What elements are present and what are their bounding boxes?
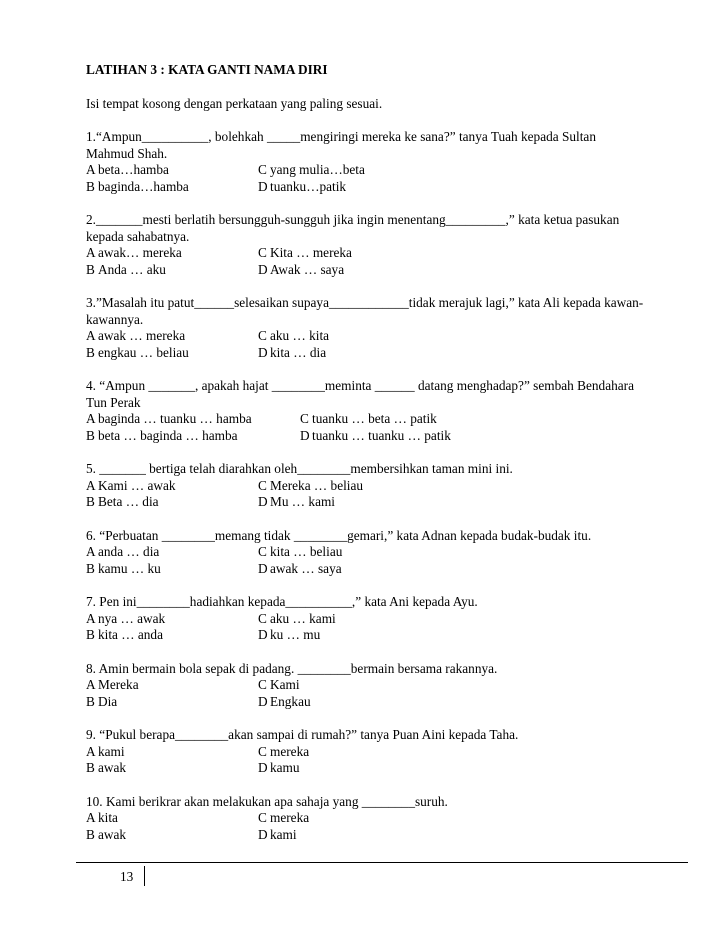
option-letter: B <box>86 760 95 775</box>
answer-option <box>258 328 329 345</box>
question-text-line: 8. Amin bermain bola sepak di padang. ________bermain bersama rakannya. <box>86 660 498 676</box>
option-letter: D <box>258 261 268 277</box>
answer-option <box>86 611 258 628</box>
question-text-line: 3.”Masalah itu patut______selesaikan supaya____________tidak merajuk lagi,” kata Ali kepada kawan- <box>86 295 644 310</box>
answer-option <box>258 345 326 362</box>
option-text: Kami <box>270 677 300 692</box>
option-text: awak… mereka <box>98 245 182 260</box>
option-text: engkau … beliau <box>98 344 189 360</box>
option-letter: B <box>86 693 95 709</box>
question-5 <box>86 461 686 511</box>
option-text: awak … mereka <box>98 328 186 343</box>
option-text: mereka <box>270 810 310 825</box>
option-letter: C <box>258 743 267 759</box>
option-letter: D <box>258 494 268 509</box>
option-letter: A <box>86 743 96 759</box>
answer-option <box>258 478 363 495</box>
answer-option <box>258 694 311 711</box>
option-row <box>86 760 686 777</box>
answer-option <box>86 428 300 445</box>
option-row <box>86 179 686 196</box>
option-row <box>86 561 686 578</box>
option-row <box>86 611 686 628</box>
option-row <box>86 544 686 561</box>
answer-option <box>258 627 320 644</box>
option-text: Mu … kami <box>270 494 336 509</box>
option-letter: D <box>258 826 268 842</box>
option-text: kamu … ku <box>98 560 161 576</box>
answer-option <box>86 810 258 827</box>
answer-option <box>258 245 352 262</box>
option-letter: A <box>86 544 96 559</box>
question-3 <box>86 295 686 361</box>
option-letter: A <box>86 411 96 426</box>
answer-option <box>86 561 258 578</box>
answer-option <box>86 627 258 644</box>
answer-option <box>86 494 258 511</box>
option-letter: A <box>86 677 96 692</box>
option-letter: C <box>258 162 267 177</box>
answer-option <box>86 245 258 262</box>
option-row <box>86 744 686 761</box>
answer-option <box>86 677 258 694</box>
option-text: kami <box>98 743 125 759</box>
option-text: beta…hamba <box>98 162 169 177</box>
option-letter: B <box>86 494 95 509</box>
question-4 <box>86 378 686 444</box>
option-row <box>86 494 686 511</box>
option-text: aku … kami <box>270 610 336 626</box>
option-text: Mereka … beliau <box>270 477 364 493</box>
option-letter: B <box>86 627 95 642</box>
question-text-line: 7. Pen ini________hadiahkan kepada__________,” kata Ani kepada Ayu. <box>86 594 478 609</box>
option-letter: D <box>258 693 268 709</box>
question-list <box>86 129 686 843</box>
answer-option <box>258 611 336 628</box>
answer-option <box>258 494 335 511</box>
option-text: Beta … dia <box>98 494 159 509</box>
option-letter: C <box>258 477 267 493</box>
option-row <box>86 411 686 428</box>
option-letter: B <box>86 344 95 360</box>
question-text-line: kepada sahabatnya. <box>86 228 190 244</box>
option-text: Anda … aku <box>98 261 166 277</box>
answer-option <box>258 262 344 279</box>
answer-option <box>86 694 258 711</box>
page-number: 13 <box>120 869 134 884</box>
option-row <box>86 162 686 179</box>
option-text: Engkau <box>270 693 311 709</box>
option-text: tuanku…patik <box>270 178 347 194</box>
answer-option <box>86 345 258 362</box>
answer-option <box>258 744 309 761</box>
question-8 <box>86 661 686 711</box>
question-10 <box>86 794 686 844</box>
option-row <box>86 328 686 345</box>
answer-option <box>258 544 342 561</box>
option-text: yang mulia…beta <box>270 162 365 177</box>
option-letter: D <box>258 560 268 576</box>
answer-option <box>86 411 300 428</box>
option-text: beta … baginda … hamba <box>98 427 238 443</box>
question-text-line: 2._______mesti berlatih bersungguh-sungguh jika ingin menentang_________,” kata ketua pasukan <box>86 212 620 227</box>
answer-option <box>86 328 258 345</box>
question-text-line: 6. “Perbuatan ________memang tidak ________gemari,” kata Adnan kepada budak-budak itu. <box>86 527 592 543</box>
answer-option <box>258 179 346 196</box>
footer-rule <box>76 862 688 863</box>
option-letter: A <box>86 477 96 493</box>
option-text: awak <box>98 826 127 842</box>
option-letter: A <box>86 245 96 260</box>
option-row <box>86 345 686 362</box>
option-letter: C <box>258 245 267 260</box>
answer-option <box>86 179 258 196</box>
option-letter: C <box>300 411 309 426</box>
answer-option <box>300 411 437 428</box>
option-letter: C <box>258 610 267 626</box>
option-text: anda … dia <box>98 544 160 559</box>
answer-option <box>258 677 300 694</box>
option-letter: B <box>86 261 95 277</box>
question-text-line: 10. Kami berikrar akan melakukan apa sahaja yang ________suruh. <box>86 793 448 809</box>
option-letter: A <box>86 328 96 343</box>
option-row <box>86 827 686 844</box>
option-text: kita … anda <box>98 627 163 642</box>
option-row <box>86 478 686 495</box>
option-text: Mereka <box>98 677 139 692</box>
option-text: baginda … tuanku … hamba <box>98 411 252 426</box>
answer-option <box>258 760 300 777</box>
option-letter: A <box>86 162 96 177</box>
option-text: tuanku … tuanku … patik <box>312 427 451 443</box>
option-row <box>86 694 686 711</box>
option-letter: B <box>86 826 95 842</box>
option-text: awak … saya <box>270 560 342 576</box>
option-letter: C <box>258 810 267 825</box>
option-letter: D <box>258 344 268 360</box>
option-text: Kita … mereka <box>270 245 352 260</box>
option-row <box>86 428 686 445</box>
answer-option <box>258 827 297 844</box>
option-text: kita … beliau <box>270 544 343 559</box>
answer-option <box>86 262 258 279</box>
answer-option <box>86 478 258 495</box>
question-2 <box>86 212 686 278</box>
option-text: Kami … awak <box>98 477 176 493</box>
option-letter: D <box>258 627 268 642</box>
option-letter: C <box>258 328 267 343</box>
question-text-line: 1.“Ampun__________, bolehkah _____mengiringi mereka ke sana?” tanya Tuah kepada Sultan <box>86 129 596 144</box>
question-text-line: 4. “Ampun _______, apakah hajat ________meminta ______ datang menghadap?” sembah Bendahara <box>86 378 634 393</box>
question-7 <box>86 594 686 644</box>
option-row <box>86 677 686 694</box>
option-letter: D <box>258 178 268 194</box>
question-text-line: Tun Perak <box>86 394 141 410</box>
option-text: baginda…hamba <box>98 178 189 194</box>
question-text-line: kawannya. <box>86 311 144 327</box>
question-1 <box>86 129 686 195</box>
question-text-line: 9. “Pukul berapa________akan sampai di rumah?” tanya Puan Aini kepada Taha. <box>86 727 519 742</box>
instruction-text: Isi tempat kosong dengan perkataan yang paling sesuai. <box>86 96 383 111</box>
option-row <box>86 262 686 279</box>
option-letter: B <box>86 560 95 576</box>
answer-option <box>86 827 258 844</box>
question-9 <box>86 727 686 777</box>
option-text: nya … awak <box>98 610 166 626</box>
answer-option <box>86 744 258 761</box>
option-letter: D <box>300 427 310 443</box>
answer-option <box>86 162 258 179</box>
option-text: kita … dia <box>270 344 327 360</box>
answer-option <box>258 162 365 179</box>
option-row <box>86 245 686 262</box>
option-text: kita <box>98 810 118 825</box>
option-text: kamu <box>270 760 300 775</box>
option-letter: C <box>258 544 267 559</box>
option-text: aku … kita <box>270 328 330 343</box>
worksheet-title: LATIHAN 3 : KATA GANTI NAMA DIRI <box>86 62 328 77</box>
option-text: mereka <box>270 743 310 759</box>
option-letter: A <box>86 610 96 626</box>
option-text: tuanku … beta … patik <box>312 411 437 426</box>
option-letter: C <box>258 677 267 692</box>
option-row <box>86 810 686 827</box>
question-text-line: Mahmud Shah. <box>86 145 168 161</box>
question-text-line: 5. _______ bertiga telah diarahkan oleh________membersihkan taman mini ini. <box>86 461 513 476</box>
option-letter: A <box>86 810 96 825</box>
option-letter: B <box>86 427 95 443</box>
worksheet-page <box>86 62 686 843</box>
option-text: awak <box>98 760 127 775</box>
option-text: kami <box>270 826 297 842</box>
answer-option <box>86 544 258 561</box>
option-letter: D <box>258 760 268 775</box>
answer-option <box>86 760 258 777</box>
option-text: Dia <box>98 693 118 709</box>
page-number-divider <box>144 866 145 886</box>
option-text: ku … mu <box>270 627 321 642</box>
question-6 <box>86 528 686 578</box>
option-text: Awak … saya <box>270 261 345 277</box>
option-letter: B <box>86 178 95 194</box>
option-row <box>86 627 686 644</box>
answer-option <box>258 561 342 578</box>
answer-option <box>300 428 451 445</box>
answer-option <box>258 810 309 827</box>
